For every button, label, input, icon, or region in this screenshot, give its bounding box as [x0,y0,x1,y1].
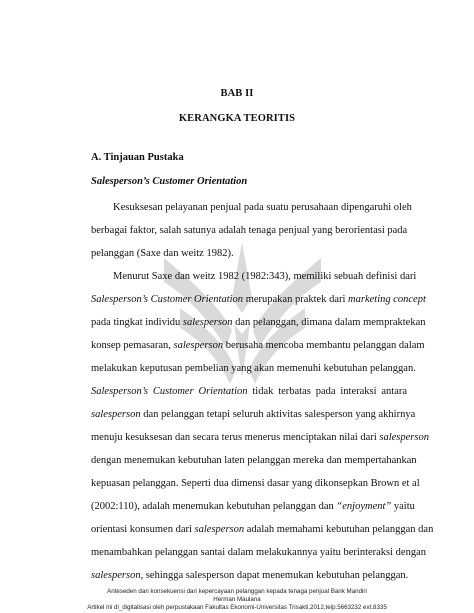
term-italic: salesperson [173,340,224,351]
term-italic: Salesperson’s Customer Orientation [91,294,244,305]
body-text: dan pelanggan, dimana dalam mempraktekan [232,317,426,328]
body-text: menuju kesuksesan dan secara terus menerus menciptakan nilai dari [91,432,380,443]
paragraph2-line-4 [91,339,425,353]
paragraph2-line-6 [91,385,407,399]
paragraph2-line-7 [91,408,416,422]
paragraph2-line-5: melakukan keputusan pembelian yang akan memenuhi kebutuhan pelanggan. [91,363,416,374]
paragraph2-line-11 [91,500,415,514]
body-text: (2002:110), adalah menemukan kebutuhan pelanggan dan [91,501,337,512]
term-italic: marketing concept [348,294,426,305]
body-text: berusaha mencoba membantu pelanggan dalam [223,340,425,351]
footer-line-3: Artikel ini di_digitalisasi oleh perpustakaan Fakultas Ekonomi-Universitas Trisakti,2012,telp.5663232 ext.8335 [87,604,387,611]
paragraph2-line-10: kepuasan pelanggan. Seperti dua dimensi dasar yang dikonsepkan Brown et al [91,478,420,489]
paragraph2-line-2 [91,293,426,307]
body-text: merupakan praktek dari [243,294,349,305]
paragraph2-line-13: menambahkan pelanggan santai dalam melakukannya yaitu berinteraksi dengan [91,547,427,558]
chapter-number: BAB II [220,88,254,99]
paragraph1-line-2: berbagai faktor, salah satunya adalah tenaga penjual yang berorientasi pada [91,225,408,236]
body-text: konsep pemasaran, [91,340,174,351]
body-text: dan pelanggan tetapi seluruh aktivitas salesperson yang akhirnya [140,409,416,420]
term-italic: Salesperson’s Customer Orientation [91,386,248,397]
body-text: tidak terbatas pada interaksi antara [247,386,408,397]
paragraph2-line-3 [91,316,426,330]
body-text: adalah memahami kebutuhan pelanggan dan [244,524,434,535]
body-text: orientasi konsumen dari [91,524,195,535]
body-text: , sehingga salesperson dapat menemukan kebutuhan pelanggan. [140,570,409,581]
footer-author: Herman Maulana [213,596,261,603]
term-italic: “enjoyment” [336,501,392,512]
footer-line-1: Anteseden dan konsekuensi dari kepercayaan pelanggan kepada tenaga penjual Bank Mandiri [107,588,367,595]
paragraph2-line-1: Menurut Saxe dan weitz 1982 (1982:343), memiliki sebuah definisi dari [113,271,417,282]
paragraph2-line-14 [91,569,407,583]
paragraph2-line-8 [91,431,429,445]
chapter-title: KERANGKA TEORITIS [178,113,296,124]
term-italic: salesperson [379,432,429,443]
body-text: pada tingkat individu [91,317,183,328]
term-italic: salesperson [194,524,245,535]
term-italic: salesperson [91,409,141,420]
paragraph2-line-9: dengan menemukan kebutuhan laten pelanggan mereka dan mempertahankan [91,455,417,466]
term-italic: salesperson [182,317,233,328]
subsection-heading: Salesperson’s Customer Orientation [91,176,248,187]
paragraph1-line-1: Kesuksesan pelayanan penjual pada suatu perusahaan dipengaruhi oleh [113,202,412,213]
paragraph1-line-3: pelanggan (Saxe dan weitz 1982). [91,248,234,259]
body-text: yaitu [391,501,415,512]
section-heading: A. Tinjauan Pustaka [91,152,184,163]
term-italic: salesperson [91,570,141,581]
paragraph2-line-12 [91,523,434,537]
